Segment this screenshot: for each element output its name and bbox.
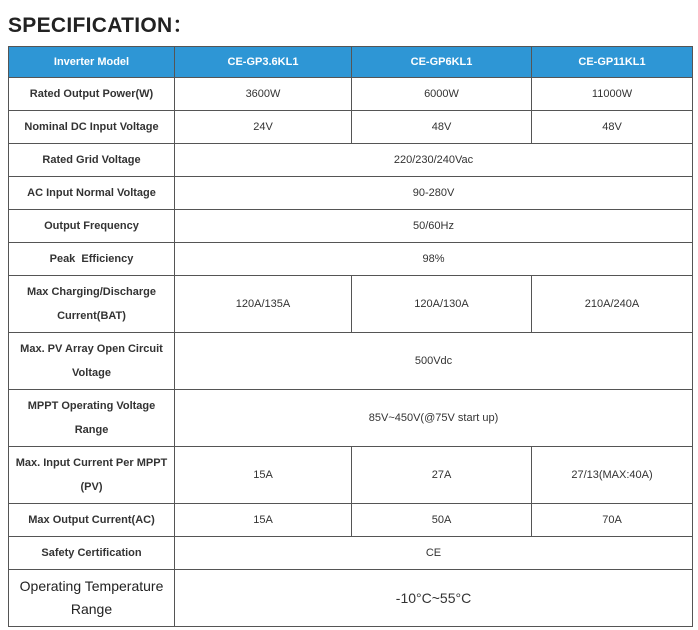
- table-cell-merged: 500Vdc: [175, 333, 693, 390]
- table-cell-merged: 220/230/240Vac: [175, 144, 693, 177]
- table-row: [9, 570, 693, 627]
- table-cell: 120A/130A: [352, 276, 532, 333]
- table-cell-merged: CE: [175, 537, 693, 570]
- table-row: [9, 111, 693, 144]
- table-header-row: [9, 47, 693, 78]
- header-cell-model-label: Inverter Model: [9, 47, 175, 78]
- table-cell: 70A: [532, 504, 693, 537]
- row-label: Rated Grid Voltage: [9, 144, 175, 177]
- table-cell-merged: 98%: [175, 243, 693, 276]
- header-cell-model-1: CE-GP3.6KL1: [175, 47, 352, 78]
- table-cell: 27A: [352, 447, 532, 504]
- table-cell: 210A/240A: [532, 276, 693, 333]
- row-label: Max. PV Array Open Circuit Voltage: [9, 333, 175, 390]
- row-label: Nominal DC Input Voltage: [9, 111, 175, 144]
- table-row: [9, 144, 693, 177]
- table-row: [9, 504, 693, 537]
- table-row: [9, 333, 693, 390]
- table-row: [9, 537, 693, 570]
- row-label: Safety Certification: [9, 537, 175, 570]
- table-cell-merged: 50/60Hz: [175, 210, 693, 243]
- row-label: Operating Temperature Range: [9, 570, 175, 627]
- table-cell-merged: 85V~450V(@75V start up): [175, 390, 693, 447]
- page-title: SPECIFICATION：: [8, 14, 194, 37]
- row-label: Max Output Current(AC): [9, 504, 175, 537]
- row-label: AC Input Normal Voltage: [9, 177, 175, 210]
- table-cell: 15A: [175, 504, 352, 537]
- table-cell: 15A: [175, 447, 352, 504]
- table-cell: 48V: [352, 111, 532, 144]
- table-row: [9, 177, 693, 210]
- table-cell: 24V: [175, 111, 352, 144]
- table-cell-merged: -10°C~55°C: [175, 570, 693, 627]
- table-cell-merged: 90-280V: [175, 177, 693, 210]
- table-row: [9, 276, 693, 333]
- table-cell: 11000W: [532, 78, 693, 111]
- specification-table: [8, 46, 693, 627]
- row-label: MPPT Operating Voltage Range: [9, 390, 175, 447]
- row-label: Output Frequency: [9, 210, 175, 243]
- table-cell: 50A: [352, 504, 532, 537]
- table-cell: 120A/135A: [175, 276, 352, 333]
- row-label: Max Charging/Discharge Current(BAT): [9, 276, 175, 333]
- header-cell-model-3: CE-GP11KL1: [532, 47, 693, 78]
- table-cell: 3600W: [175, 78, 352, 111]
- table-row: [9, 447, 693, 504]
- table-row: [9, 78, 693, 111]
- table-cell: 6000W: [352, 78, 532, 111]
- table-row: [9, 210, 693, 243]
- table-row: [9, 243, 693, 276]
- header-cell-model-2: CE-GP6KL1: [352, 47, 532, 78]
- row-label: Rated Output Power(W): [9, 78, 175, 111]
- row-label: Peak Efficiency: [9, 243, 175, 276]
- row-label: Max. Input Current Per MPPT (PV): [9, 447, 175, 504]
- table-row: [9, 390, 693, 447]
- table-cell: 48V: [532, 111, 693, 144]
- table-cell: 27/13(MAX:40A): [532, 447, 693, 504]
